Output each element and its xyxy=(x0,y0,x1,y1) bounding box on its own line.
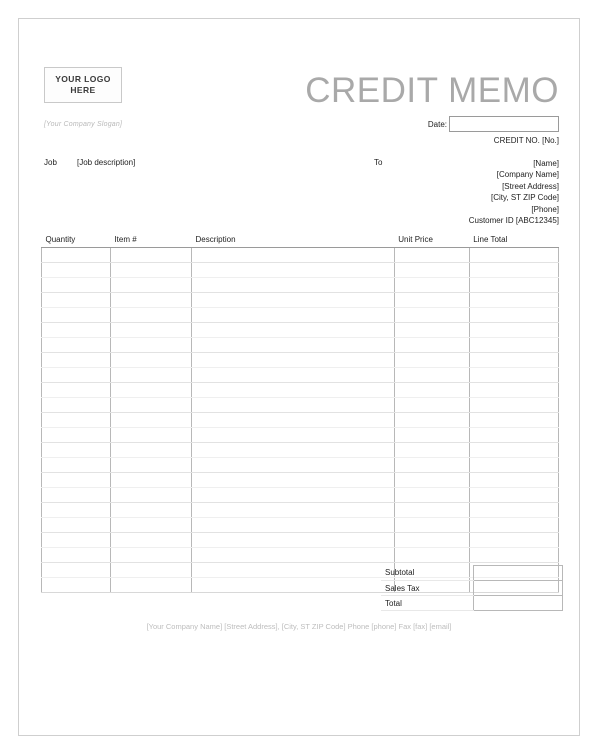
recipient-line[interactable]: [City, ST ZIP Code] xyxy=(490,193,559,203)
table-cell[interactable] xyxy=(469,488,558,503)
table-cell[interactable] xyxy=(192,398,395,413)
table-cell[interactable] xyxy=(192,353,395,368)
table-cell[interactable] xyxy=(192,323,395,338)
table-cell[interactable] xyxy=(469,548,558,563)
job-label: Job xyxy=(44,158,57,167)
table-cell[interactable] xyxy=(42,263,111,278)
table-cell[interactable] xyxy=(469,278,558,293)
table-cell[interactable] xyxy=(192,578,395,593)
table-row xyxy=(42,338,559,353)
column-header-item: Item # xyxy=(110,231,191,248)
table-row xyxy=(42,488,559,503)
totals-body xyxy=(381,566,563,611)
table-cell[interactable] xyxy=(110,443,191,458)
table-cell[interactable] xyxy=(394,383,469,398)
table-cell[interactable] xyxy=(394,548,469,563)
table-cell[interactable] xyxy=(42,383,111,398)
table-row xyxy=(42,548,559,563)
table-cell[interactable] xyxy=(42,398,111,413)
page-inner xyxy=(19,19,579,735)
table-cell[interactable] xyxy=(42,488,111,503)
table-cell[interactable] xyxy=(394,473,469,488)
table-cell[interactable] xyxy=(469,383,558,398)
table-cell[interactable] xyxy=(192,518,395,533)
table-cell[interactable] xyxy=(192,383,395,398)
table-cell[interactable] xyxy=(469,428,558,443)
table-cell[interactable] xyxy=(42,338,111,353)
table-cell[interactable] xyxy=(469,248,558,263)
totals-value[interactable] xyxy=(474,581,563,596)
table-cell[interactable] xyxy=(469,518,558,533)
column-header-description: Description xyxy=(192,231,395,248)
logo-placeholder[interactable] xyxy=(44,67,122,103)
table-cell[interactable] xyxy=(110,323,191,338)
page-footer: [Your Company Name] [Street Address], [City, ST ZIP Code] Phone [phone] Fax [fax] [email] xyxy=(146,622,452,631)
table-row xyxy=(42,263,559,278)
document-page xyxy=(18,18,580,736)
table-cell[interactable] xyxy=(192,548,395,563)
logo-line-1: YOUR LOGO xyxy=(55,74,111,84)
table-row xyxy=(42,308,559,323)
table-cell[interactable] xyxy=(42,323,111,338)
to-label: To xyxy=(374,158,383,167)
table-cell[interactable] xyxy=(469,293,558,308)
company-slogan: [Your Company Slogan] xyxy=(44,121,123,128)
table-row xyxy=(42,518,559,533)
table-cell[interactable] xyxy=(110,503,191,518)
job-description[interactable]: [Job description] xyxy=(77,158,136,167)
table-row xyxy=(42,413,559,428)
table-cell[interactable] xyxy=(469,443,558,458)
table-cell[interactable] xyxy=(394,263,469,278)
table-cell[interactable] xyxy=(110,563,191,578)
table-cell[interactable] xyxy=(110,458,191,473)
table-cell[interactable] xyxy=(192,473,395,488)
table-cell[interactable] xyxy=(192,488,395,503)
table-cell[interactable] xyxy=(192,338,395,353)
table-cell[interactable] xyxy=(469,263,558,278)
table-row xyxy=(42,503,559,518)
table-cell[interactable] xyxy=(42,278,111,293)
table-cell[interactable] xyxy=(394,368,469,383)
table-cell[interactable] xyxy=(469,533,558,548)
table-cell[interactable] xyxy=(42,308,111,323)
totals-row xyxy=(381,566,563,581)
table-cell[interactable] xyxy=(110,473,191,488)
table-cell[interactable] xyxy=(110,518,191,533)
table-cell[interactable] xyxy=(110,278,191,293)
table-cell[interactable] xyxy=(469,338,558,353)
table-cell[interactable] xyxy=(394,533,469,548)
table-cell[interactable] xyxy=(394,443,469,458)
table-cell[interactable] xyxy=(192,413,395,428)
totals-label: Subtotal xyxy=(381,566,474,581)
table-header-row xyxy=(42,231,559,248)
logo-line-2: HERE xyxy=(70,85,96,95)
totals-value[interactable] xyxy=(474,566,563,581)
table-cell[interactable] xyxy=(394,428,469,443)
table-cell[interactable] xyxy=(42,473,111,488)
table-row xyxy=(42,368,559,383)
column-header-line-total: Line Total xyxy=(469,231,558,248)
table-cell[interactable] xyxy=(110,548,191,563)
date-field-group xyxy=(428,116,559,132)
table-cell[interactable] xyxy=(42,413,111,428)
recipient-block xyxy=(469,158,559,226)
table-cell[interactable] xyxy=(42,368,111,383)
document-title: CREDIT MEMO xyxy=(305,71,559,110)
table-cell[interactable] xyxy=(394,278,469,293)
table-cell[interactable] xyxy=(192,563,395,578)
table-cell[interactable] xyxy=(192,533,395,548)
table-cell[interactable] xyxy=(42,563,111,578)
table-cell[interactable] xyxy=(394,398,469,413)
recipient-line[interactable]: [Phone] xyxy=(531,204,559,214)
table-cell[interactable] xyxy=(192,308,395,323)
column-header-unit-price: Unit Price xyxy=(394,231,469,248)
table-cell[interactable] xyxy=(192,263,395,278)
table-cell[interactable] xyxy=(469,458,558,473)
table-cell[interactable] xyxy=(394,338,469,353)
table-cell[interactable] xyxy=(110,398,191,413)
table-cell[interactable] xyxy=(394,293,469,308)
table-row xyxy=(42,248,559,263)
table-cell[interactable] xyxy=(394,248,469,263)
table-cell[interactable] xyxy=(394,488,469,503)
table-cell[interactable] xyxy=(110,428,191,443)
table-row xyxy=(42,323,559,338)
table-cell[interactable] xyxy=(42,548,111,563)
table-row xyxy=(42,398,559,413)
table-cell[interactable] xyxy=(469,473,558,488)
recipient-line[interactable]: [Name] xyxy=(533,159,559,168)
table-cell[interactable] xyxy=(192,293,395,308)
table-row xyxy=(42,293,559,308)
table-cell[interactable] xyxy=(469,398,558,413)
table-cell[interactable] xyxy=(42,503,111,518)
table-cell[interactable] xyxy=(192,368,395,383)
table-cell[interactable] xyxy=(469,413,558,428)
date-input[interactable] xyxy=(449,116,559,132)
totals-row xyxy=(381,581,563,596)
table-cell[interactable] xyxy=(42,353,111,368)
table-row xyxy=(42,443,559,458)
table-cell[interactable] xyxy=(42,533,111,548)
table-row xyxy=(42,533,559,548)
table-cell[interactable] xyxy=(110,488,191,503)
table-cell[interactable] xyxy=(394,458,469,473)
recipient-line[interactable]: [Company Name] xyxy=(496,170,559,180)
table-row xyxy=(42,383,559,398)
table-cell[interactable] xyxy=(110,248,191,263)
table-cell[interactable] xyxy=(394,413,469,428)
job-block xyxy=(44,158,135,167)
table-cell[interactable] xyxy=(42,248,111,263)
table-row xyxy=(42,458,559,473)
table-cell[interactable] xyxy=(110,413,191,428)
table-cell[interactable] xyxy=(42,443,111,458)
table-cell[interactable] xyxy=(394,503,469,518)
table-cell[interactable] xyxy=(469,323,558,338)
table-cell[interactable] xyxy=(192,428,395,443)
logo-text xyxy=(55,74,111,96)
table-cell[interactable] xyxy=(192,248,395,263)
table-cell[interactable] xyxy=(110,338,191,353)
table-cell[interactable] xyxy=(110,368,191,383)
table-cell[interactable] xyxy=(110,383,191,398)
table-row xyxy=(42,278,559,293)
line-items-table xyxy=(41,231,559,593)
table-cell[interactable] xyxy=(394,308,469,323)
table-cell[interactable] xyxy=(42,458,111,473)
table-cell[interactable] xyxy=(110,353,191,368)
table-cell[interactable] xyxy=(394,353,469,368)
recipient-line[interactable]: [Street Address] xyxy=(502,181,559,191)
table-cell[interactable] xyxy=(42,578,111,593)
table-row xyxy=(42,473,559,488)
table-cell[interactable] xyxy=(394,518,469,533)
date-label: Date: xyxy=(427,119,447,129)
totals-table xyxy=(381,565,563,611)
table-cell[interactable] xyxy=(110,578,191,593)
totals-row xyxy=(381,596,563,611)
table-cell[interactable] xyxy=(394,323,469,338)
table-cell[interactable] xyxy=(42,428,111,443)
totals-label: Total xyxy=(381,596,474,611)
recipient-line[interactable]: Customer ID [ABC12345] xyxy=(468,216,559,226)
table-cell[interactable] xyxy=(469,353,558,368)
table-cell[interactable] xyxy=(192,458,395,473)
totals-label: Sales Tax xyxy=(381,581,474,596)
table-cell[interactable] xyxy=(469,503,558,518)
table-cell[interactable] xyxy=(192,443,395,458)
table-cell[interactable] xyxy=(42,518,111,533)
totals-value[interactable] xyxy=(474,596,563,611)
table-cell[interactable] xyxy=(192,278,395,293)
line-items-body xyxy=(42,248,559,593)
table-cell[interactable] xyxy=(110,308,191,323)
table-row xyxy=(42,428,559,443)
table-cell[interactable] xyxy=(192,503,395,518)
table-cell[interactable] xyxy=(42,293,111,308)
table-row xyxy=(42,353,559,368)
table-cell[interactable] xyxy=(110,533,191,548)
table-cell[interactable] xyxy=(110,263,191,278)
table-cell[interactable] xyxy=(110,293,191,308)
credit-number: CREDIT NO. [No.] xyxy=(493,136,559,145)
column-header-quantity: Quantity xyxy=(42,231,111,248)
table-cell[interactable] xyxy=(469,368,558,383)
table-cell[interactable] xyxy=(469,308,558,323)
